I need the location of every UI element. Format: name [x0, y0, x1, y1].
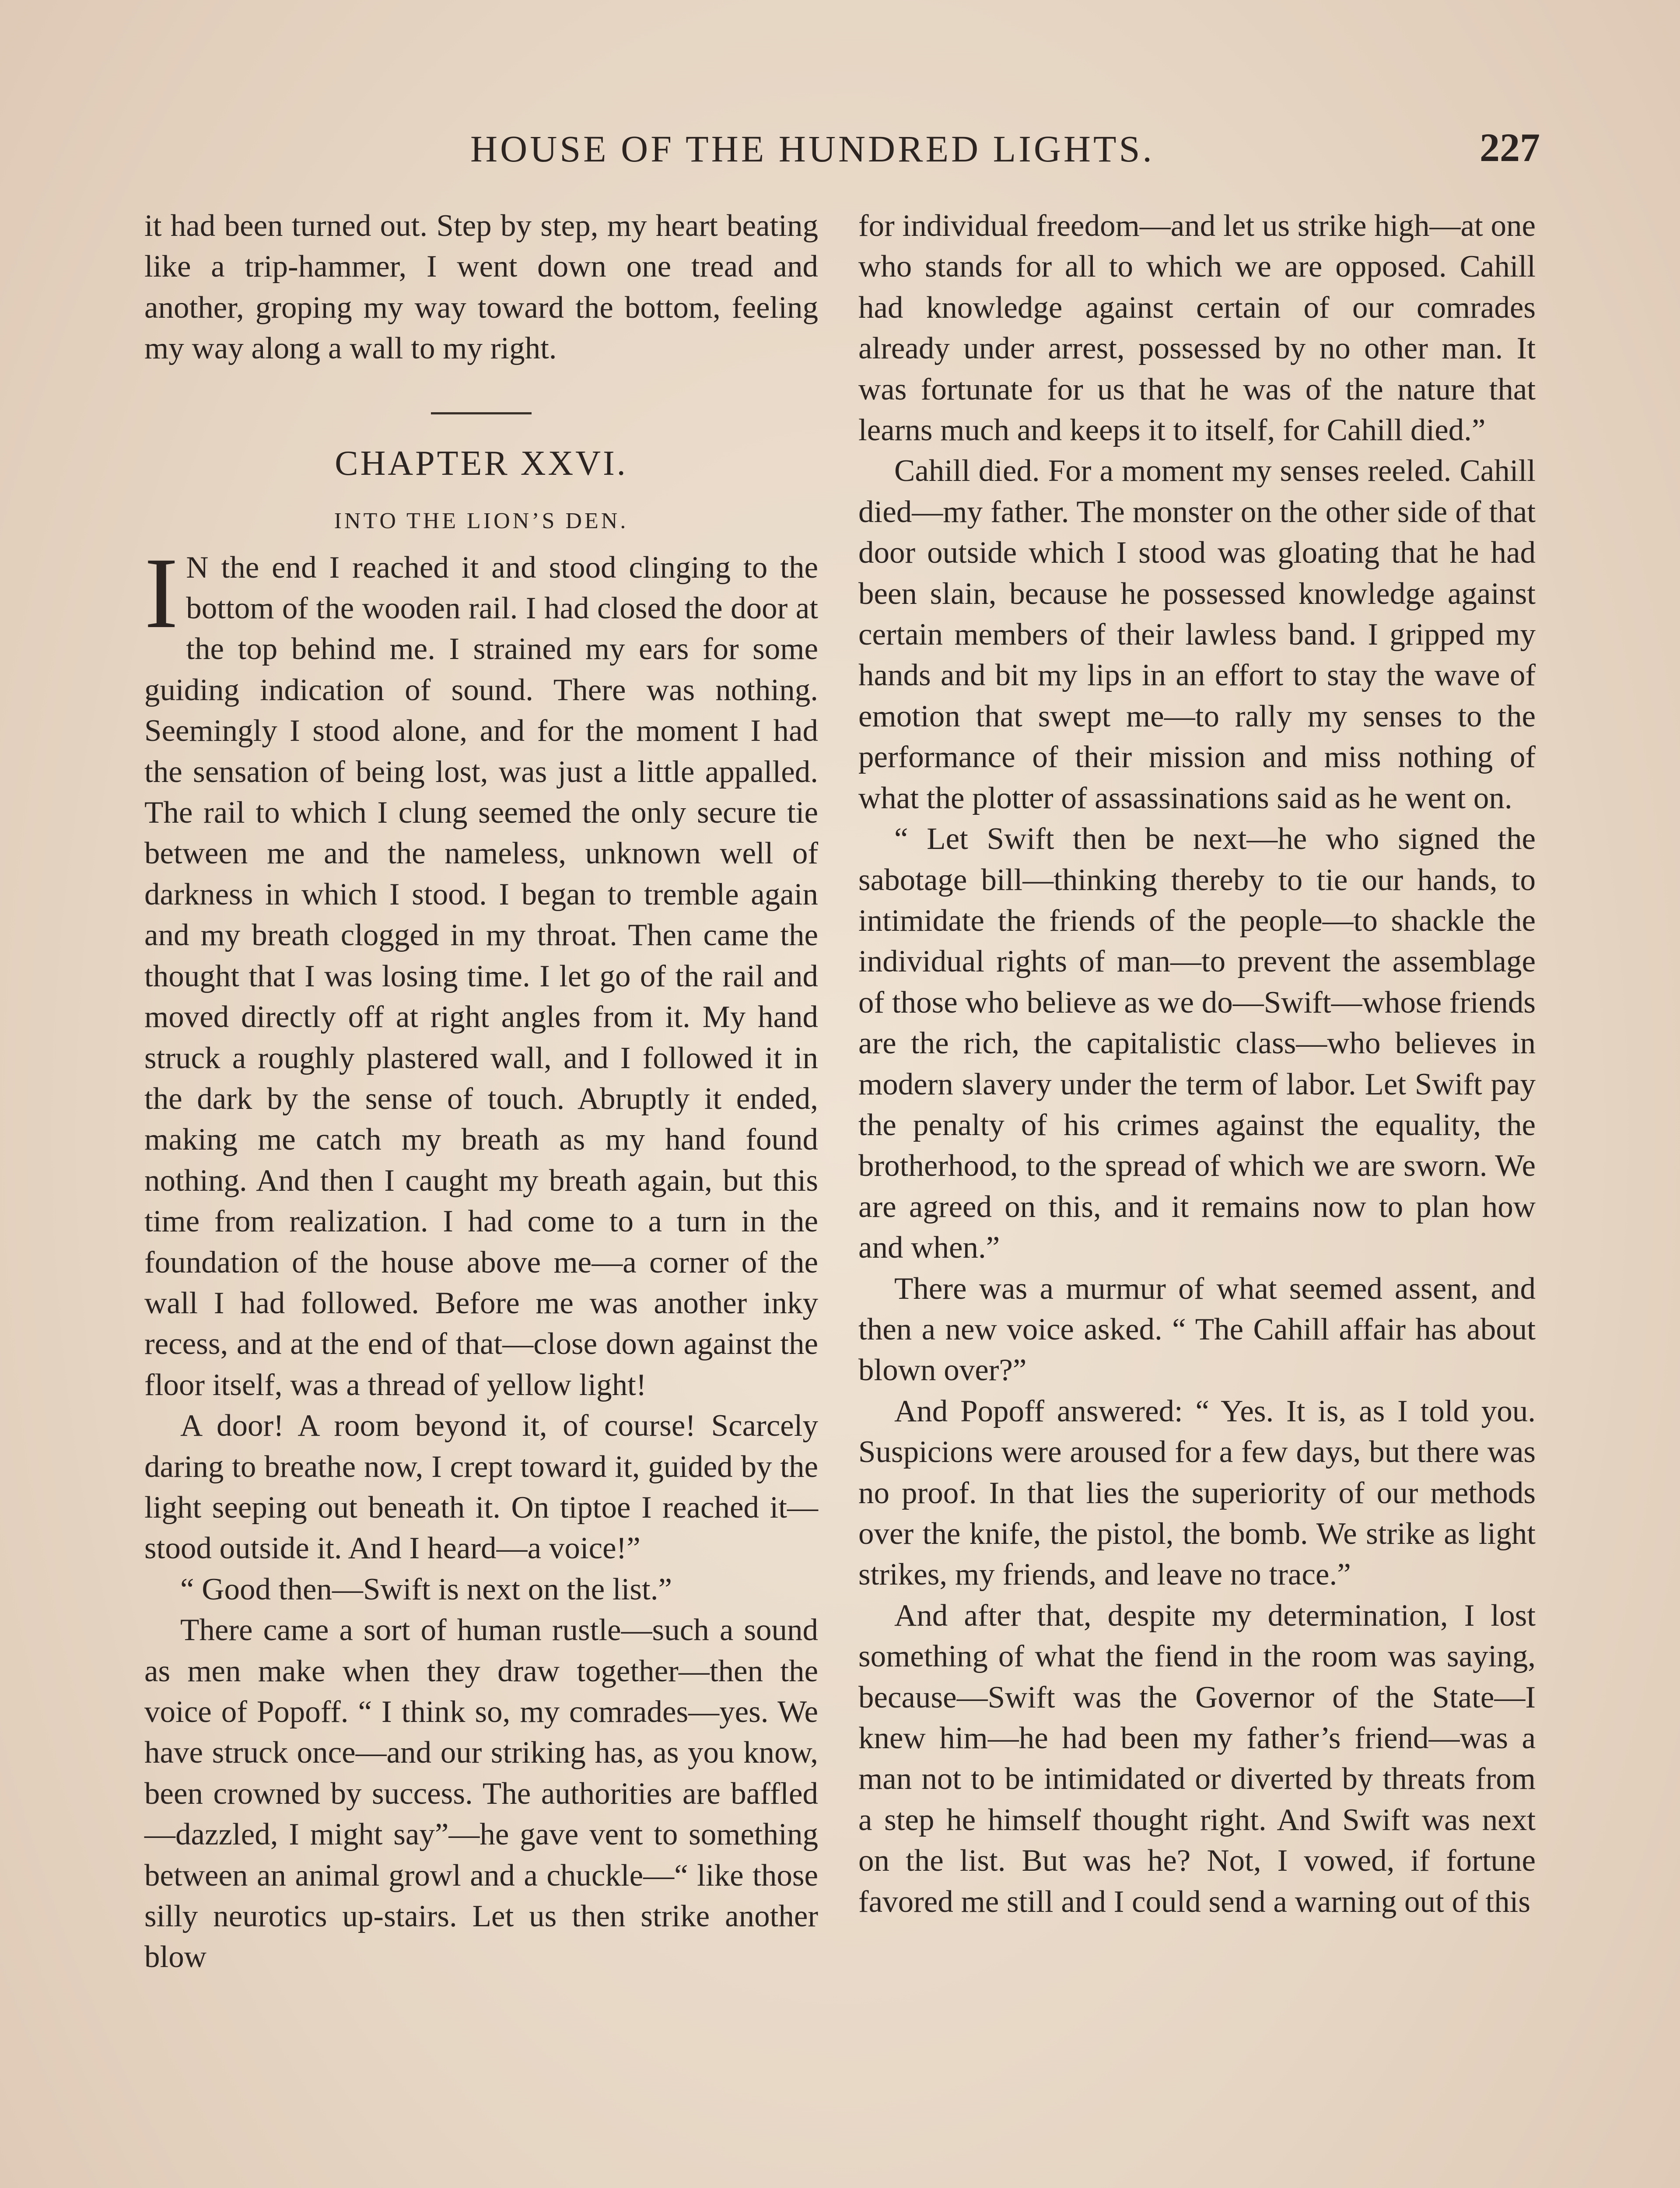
- paragraph: A door! A room beyond it, of course! Scarcely daring to breathe now, I crept toward it, guided by the light seeping out beneath it. On tiptoe I reached it—stood outside it. And I heard—a voice!”: [144, 1409, 818, 1566]
- paragraph: Cahill died. For a moment my senses reeled. Cahill died—my father. The monster on the other side of that door outside which I stood was gloating that he had been slain, because he possessed knowledge against certain members of their lawless band. I gripped my hands and bit my lips in an effort to stay the wave of emotion that swept me—to rally my senses to the performance of their mission and miss nothing of what the plotter of assassinations said as he went on.: [858, 454, 1536, 815]
- right-column: [858, 206, 1536, 1922]
- paragraph: “ Let Swift then be next—he who signed the sabotage bill—thinking thereby to tie our hands, to intimidate the friends of the people—to shackle the individual rights of man—to prevent the assemblage of those who believe as we do—Swift—whose friends are the rich, the capitalistic class—who believes in modern slavery under the term of labor. Let Swift pay the penalty of his crimes against the equality, the brotherhood, to the spread of which we are sworn. We are agreed on this, and it remains now to plan how and when.”: [858, 822, 1536, 1265]
- chapter-title: CHAPTER XXVI.: [335, 444, 628, 483]
- paragraph: “ Good then—Swift is next on the list.”: [180, 1572, 672, 1606]
- left-column: [144, 206, 818, 1978]
- section-divider: [431, 412, 532, 414]
- paragraph: There was a murmur of what seemed assent, and then a new voice asked. “ The Cahill affair has about blown over?”: [858, 1271, 1536, 1388]
- page-header: [0, 127, 1680, 175]
- paragraph: it had been turned out. Step by step, my heart beating like a trip-hammer, I went down one tread and another, groping my way toward the bottom, feeling my way along a wall to my right.: [144, 209, 818, 366]
- chapter-opening-paragraph: I N the end I reached it and stood clinging to the bottom of the wooden rail. I had closed the door at the top behind me. I strained my ears for some guiding indication of sound. There was nothing. Seemingly I stood alone, and for the moment I had the sensation of being lost, was just a little appalled. The rail to which I clung seemed the only secure tie between me and the nameless, unknown well of darkness in which I stood. I began to tremble again and my breath clogged in my throat. Then came the thought that I was losing time. I let go of the rail and moved directly off at right angles from it. My hand struck a roughly plastered wall, and I followed it in the dark by the sense of touch. Abruptly it ended, making me catch my breath as my hand found nothing. And then I caught my breath again, but this time from realization. I had come to a turn in the foundation of the house above me—a corner of the wall I had followed. Before me was another inky recess, and at the end of that—close down against the floor itself, was a thread of yellow light!: [144, 536, 818, 1402]
- paragraph: for individual freedom—and let us strike high—at one who stands for all to which we are opposed. Cahill had knowledge against certain of our comrades already under arrest, possessed by no other man. It was fortunate for us that he was of the nature that learns much and keeps it to itself, for Cahill died.”: [858, 209, 1536, 448]
- paragraph: And Popoff answered: “ Yes. It is, as I told you. Suspicions were aroused for a few days, but there was no proof. In that lies the superiority of our methods over the knife, the pistol, the bomb. We strike as light strikes, my friends, and leave no trace.”: [858, 1394, 1536, 1592]
- page-number: 227: [1480, 125, 1540, 170]
- paragraph: There came a sort of human rustle—such a sound as men make when they draw together—then the voice of Popoff. “ I think so, my comrades—yes. We have struck once—and our striking has, as you know, been crowned by success. The authorities are baffled—dazzled, I might say”—he gave vent to something between an animal growl and a chuckle—“ like those silly neurotics up-stairs. Let us then strike another blow: [144, 1613, 818, 1974]
- drop-cap: I: [144, 536, 178, 649]
- chapter-subtitle: INTO THE LION’S DEN.: [334, 508, 629, 533]
- running-title: HOUSE OF THE HUNDRED LIGHTS.: [470, 128, 1155, 170]
- paragraph: And after that, despite my determination, I lost something of what the fiend in the room was saying, because—Swift was the Governor of the State—I knew him—he had been my father’s friend—was a man not to be intimidated or diverted by threats from a step he himself thought right. And Swift was next on the list. But was he? Not, I vowed, if fortune favored me still and I could send a warning out of this: [858, 1598, 1536, 1919]
